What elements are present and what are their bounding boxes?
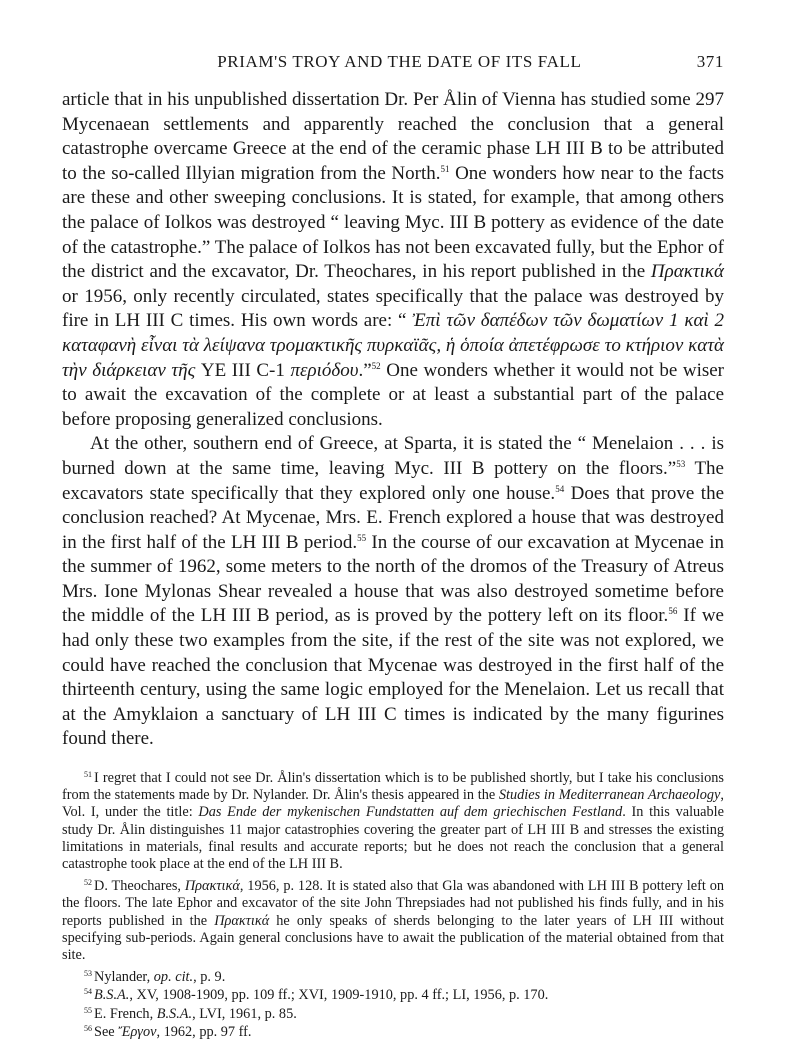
footnote-ref-51: 51 (440, 163, 450, 174)
greek-term: Πρακτικά (650, 261, 724, 283)
footnote-ref-52: 52 (371, 360, 381, 371)
greek-quote: Ἐπὶ τῶν δαπέδων τῶν δωματίων 1 καὶ 2 καταφανὴ εἶναι τὰ λείψανα τρομακτικῆς πυρκαϊᾶς, ἡ ὁποία ἀπετέφρωσε το κτήριον κατὰ τὴν διάρκειαν τῆς (62, 310, 724, 381)
footnote-54: $^{54}$ B.S.A., XV, 1908-1909, pp. 109 ff.; XVI, 1909-1910, pp. 4 ff.; LI, 1956, p. 170. (84, 987, 549, 1004)
running-title: PRIAM'S TROY AND THE DATE OF ITS FALL (217, 52, 582, 71)
footnote-ref-53: 53 (676, 458, 686, 469)
footnote-53: $^{53}$ Nylander, op. cit., p. 9. (84, 969, 226, 986)
page (62, 52, 724, 1042)
footnote-51: $^{51}$ I regret that I could not see Dr. Ålin's dissertation which is to be published shortly, but I take his conclusions from the statements made by Dr. Nylander. Dr. Ålin's thesis appeared in the Studies in Mediterranean Archaeology, Vol. I, under the title: Das Ende der mykenischen Fundstatten auf dem griechischen Festland. In this valuable study Dr. Ålin distinguishes 11 major catastrophies covering the greater part of LH III B and stresses the existing limitations in materials, final results and accurate reports; but he does not reach the conclusion that a general catastrophe took place at the end of the LH III B. (62, 770, 724, 873)
greek-term: περιόδου (290, 359, 359, 381)
footnote-ref-54: 54 (555, 483, 565, 494)
body-text (62, 88, 724, 752)
footnote-ref-56: 56 (668, 606, 678, 617)
paragraph-2: At the other, southern end of Greece, at Sparta, it is stated the “ Menelaion . . . is burned down at the same time, leaving Myc. III B pottery on the floors.”$^{53}$ The excavators state specifically that they explored only one house.$^{54}$ Does that prove the conclusion reached? At Mycenae, Mrs. E. French explored a house that was destroyed in the first half of the LH III B period.$^{55}$ In the course of our excavation at Mycenae in the summer of 1962, some meters to the north of the dromos of the Treasury of Atreus Mrs. Ione Mylonas Shear revealed a house that was also destroyed sometime before the middle of the LH III B period, as is proved by the pottery left on its floor.$^{56}$ If we had only these two examples from the site, if the rest of the site was not explored, we could have reached the conclusion that Mycenae was destroyed in the first half of the thirteenth century, using the same logic employed for the Menelaion. Let us recall that at the Amyklaion a sanctuary of LH III C times is indicated by the many figurines found there. (62, 433, 724, 750)
page-number: 371 (696, 52, 724, 71)
footnote-ref-55: 55 (357, 532, 367, 543)
running-head (62, 52, 724, 72)
footnote-55: $^{55}$ E. French, B.S.A., LVI, 1961, p. 85. (84, 1005, 297, 1022)
footnote-56: $^{56}$ See Ἔργον, 1962, pp. 97 ff. (84, 1023, 252, 1040)
footnote-52: $^{52}$ D. Theochares, Πρακτικά, 1956, p. 128. It is stated also that Gla was abandoned with LH III B pottery left on the floors. The late Ephor and excavator of the site John Threpsiades had not published his finds fully, and in his reports published in the Πρακτικά he only speaks of sherds belonging to the later years of LH III without specifying sub-periods. Again general conclusions have to await the publication of the material obtained from that site. (62, 878, 724, 964)
footnotes (62, 770, 724, 1041)
paragraph-1: article that in his unpublished dissertation Dr. Per Ålin of Vienna has studied some 297 Mycenaean settlements and apparently reached the conclusion that a general catastrophe overcame Greece at the end of the ceramic phase LH III B to be attributed to the so-called Illyian migration from the North.$^{51}$ One wonders how near to the facts are these and other sweeping conclusions. It is stated, for example, that among others the palace of Iolkos was destroyed “ leaving Myc. III B pottery as evidence of the date of the catastrophe.” The palace of Iolkos has not been excavated fully, but the Ephor of the district and the excavator, Dr. Theochares, in his report published in the Πρακτικά or 1956, only recently circulated, states specifically that the palace was destroyed by fire in LH III C times. His own words are: “ Ἐπὶ τῶν δαπέδων τῶν δωματίων 1 καὶ 2 καταφανὴ εἶναι τὰ λείψανα τρομακτικῆς πυρκαϊᾶς, ἡ ὁποία ἀπετέφρωσε το κτήριον κατὰ τὴν διάρκειαν τῆς YE III C-1 περιόδου.”$^{52}$ One wonders whether it would not be wiser to await the excavation of the complete or at least a substantial part of the palace before proposing generalized conclusions. (62, 89, 725, 430)
